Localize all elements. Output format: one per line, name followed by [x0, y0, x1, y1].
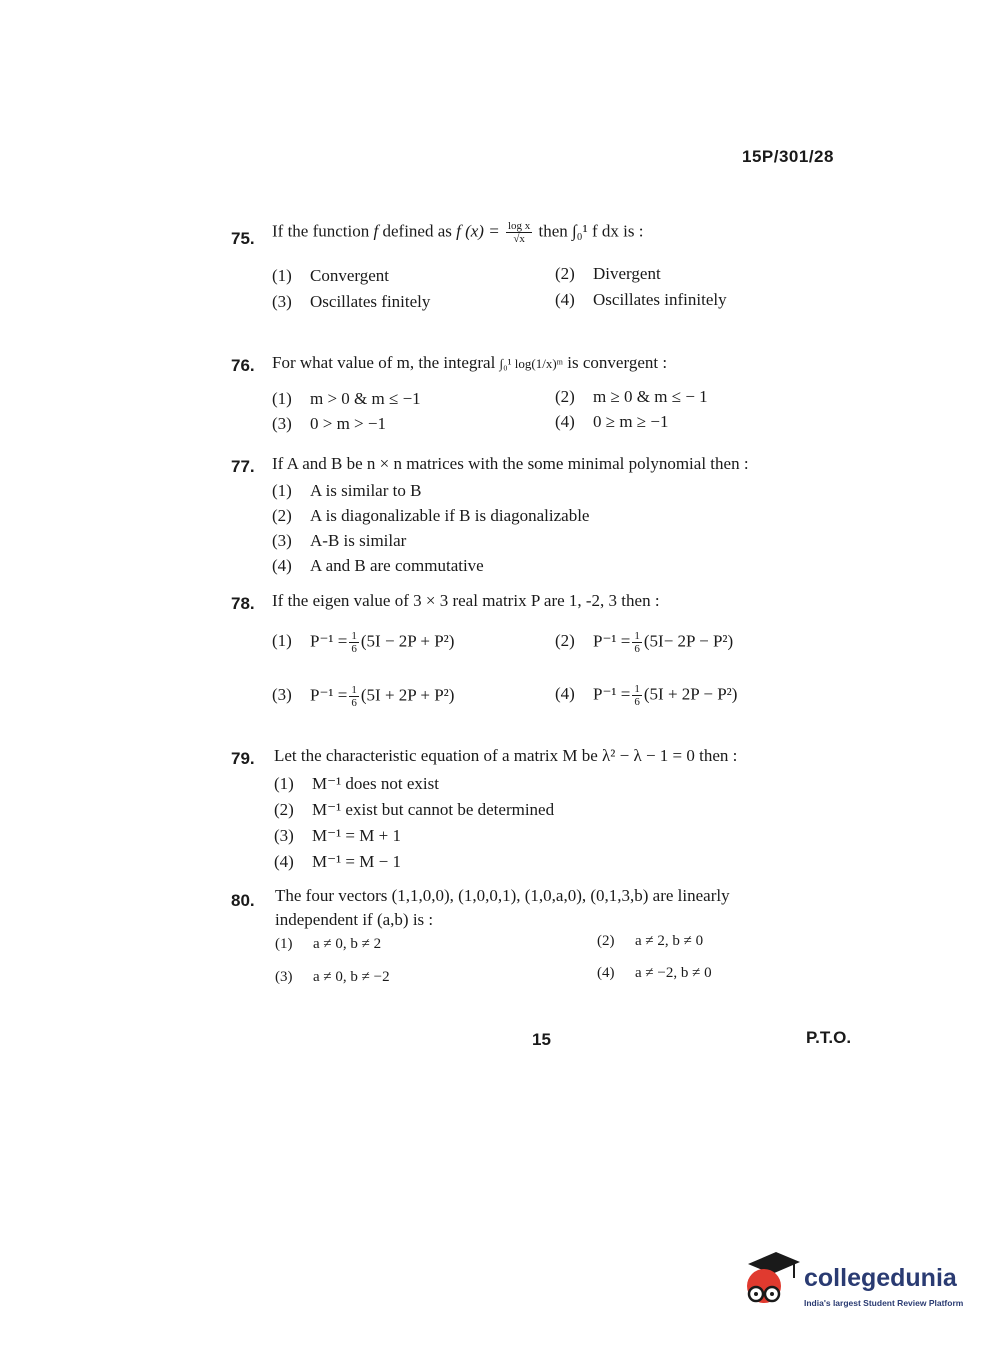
- fraction-numerator: 1: [351, 630, 357, 642]
- option-text: A is similar to B: [310, 481, 422, 500]
- option-text: a ≠ 0, b ≠ −2: [313, 969, 390, 985]
- option-text: Divergent: [593, 264, 661, 283]
- page-number: 15: [532, 1030, 551, 1049]
- option-text: Oscillates infinitely: [593, 290, 727, 309]
- option-number: (4): [274, 852, 294, 871]
- question-number: 79.: [231, 749, 255, 768]
- fraction: [349, 684, 359, 709]
- fraction-denominator: 6: [634, 643, 640, 655]
- fraction: [349, 630, 359, 655]
- option-2: [555, 387, 708, 407]
- fraction-numerator: 1: [351, 684, 357, 696]
- option-number: (2): [597, 933, 615, 949]
- option-1: [272, 630, 454, 655]
- option-4: [555, 683, 737, 708]
- option-number: (2): [272, 506, 292, 525]
- question-text: If A and B be n × n matrices with the some minimal polynomial then :: [272, 454, 749, 473]
- option-text: a ≠ −2, b ≠ 0: [635, 965, 712, 981]
- question-number: 80.: [231, 891, 255, 910]
- option-3: [272, 531, 406, 551]
- option-text: 0 > m > −1: [310, 414, 386, 433]
- option-number: (1): [275, 936, 293, 952]
- logo-wordmark: collegedunia: [804, 1264, 957, 1292]
- option-text: m ≥ 0 & m ≤ − 1: [593, 387, 708, 406]
- option-lhs: P⁻¹ =: [310, 631, 348, 651]
- option-number: (2): [274, 800, 294, 819]
- question-text-segment: defined as: [378, 221, 457, 241]
- option-3: [274, 826, 401, 846]
- option-lhs: P⁻¹ =: [593, 631, 631, 651]
- option-2: [555, 264, 661, 284]
- option-text: M⁻¹ does not exist: [312, 774, 439, 793]
- option-1: [272, 266, 389, 286]
- question-text: [272, 353, 667, 373]
- fraction-denominator: 6: [634, 696, 640, 708]
- question-number: 77.: [231, 457, 255, 476]
- option-number: (2): [555, 387, 575, 406]
- option-number: (1): [272, 481, 292, 500]
- option-4: [555, 412, 668, 432]
- question-text-segment: For what value of m, the integral: [272, 353, 500, 372]
- option-3: [272, 684, 454, 709]
- option-2: [274, 800, 554, 820]
- option-text: M⁻¹ = M + 1: [312, 826, 401, 845]
- option-text: A-B is similar: [310, 531, 407, 550]
- option-2: [272, 506, 589, 526]
- question-text-segment: is convergent :: [563, 353, 668, 372]
- option-1: [274, 774, 439, 794]
- question-number: 78.: [231, 594, 255, 613]
- option-text: Oscillates finitely: [310, 292, 431, 311]
- option-text: A and B are commutative: [310, 556, 484, 575]
- mascot-icon: [742, 1250, 802, 1314]
- fraction-numerator: log x: [507, 220, 531, 232]
- question-number: 76.: [231, 356, 255, 375]
- option-1: [272, 481, 421, 501]
- option-number: (4): [555, 684, 575, 704]
- fraction-numerator: 1: [634, 683, 640, 695]
- fraction-denominator: √x: [513, 233, 525, 245]
- option-text: 0 ≥ m ≥ −1: [593, 412, 669, 431]
- option-number: (3): [272, 531, 292, 550]
- integral-expression: ∫₀¹ log(1/x)ᵐ: [499, 356, 564, 371]
- pto-label: P.T.O.: [806, 1028, 852, 1047]
- fraction-denominator: 6: [351, 643, 357, 655]
- question-number: 75.: [231, 229, 255, 248]
- option-3: [272, 292, 430, 312]
- option-number: (3): [272, 414, 292, 433]
- option-4: [597, 965, 712, 982]
- option-4: [272, 556, 484, 576]
- collegedunia-logo: [742, 1250, 972, 1320]
- option-number: (3): [274, 826, 294, 845]
- fraction-numerator: 1: [634, 630, 640, 642]
- option-3: [275, 969, 390, 986]
- option-number: (3): [272, 685, 292, 705]
- fraction: [632, 630, 642, 655]
- option-text: Convergent: [310, 266, 390, 285]
- option-number: (3): [272, 292, 292, 311]
- question-text-line-1: The four vectors (1,1,0,0), (1,0,0,1), (1,0,a,0), (0,1,3,b) are linearly: [275, 886, 730, 905]
- paper-code: 15P/301/28: [742, 147, 834, 166]
- option-lhs: P⁻¹ =: [310, 685, 348, 705]
- option-number: (1): [272, 266, 292, 285]
- option-number: (1): [272, 631, 292, 651]
- question-text-line-2: independent if (a,b) is :: [275, 910, 434, 929]
- option-number: (4): [555, 290, 575, 309]
- question-text-segment: then ∫₀¹ f dx is :: [534, 221, 644, 241]
- question-text-segment: If the function: [272, 221, 374, 241]
- option-number: (4): [555, 412, 575, 431]
- option-text: m > 0 & m ≤ −1: [310, 389, 421, 408]
- option-number: (3): [275, 969, 293, 985]
- option-text: A is diagonalizable if B is diagonalizable: [310, 506, 590, 525]
- option-text: M⁻¹ exist but cannot be determined: [312, 800, 555, 819]
- option-1: [272, 389, 421, 409]
- option-text: a ≠ 0, b ≠ 2: [313, 936, 382, 952]
- option-number: (2): [555, 631, 575, 651]
- option-number: (2): [555, 264, 575, 283]
- option-number: (4): [597, 965, 615, 981]
- logo-tagline: India's largest Student Review Platform: [804, 1298, 964, 1308]
- option-3: [272, 414, 386, 434]
- option-2: [555, 630, 733, 655]
- option-number: (4): [272, 556, 292, 575]
- question-text: Let the characteristic equation of a matrix M be λ² − λ − 1 = 0 then :: [274, 746, 738, 765]
- option-rhs: (5I + 2P − P²): [643, 684, 738, 704]
- question-text: [272, 220, 643, 245]
- fraction-denominator: 6: [351, 697, 357, 709]
- question-text: If the eigen value of 3 × 3 real matrix P are 1, -2, 3 then :: [272, 591, 660, 610]
- option-rhs: (5I− 2P − P²): [643, 631, 734, 651]
- fraction: [506, 220, 532, 245]
- function-expression: f (x) =: [456, 221, 500, 241]
- option-2: [597, 933, 703, 950]
- option-rhs: (5I − 2P + P²): [360, 631, 455, 651]
- option-rhs: (5I + 2P + P²): [360, 685, 455, 705]
- option-text: M⁻¹ = M − 1: [312, 852, 401, 871]
- option-1: [275, 936, 381, 953]
- option-4: [555, 290, 727, 310]
- function-symbol: f: [373, 221, 379, 241]
- option-number: (1): [274, 774, 294, 793]
- option-lhs: P⁻¹ =: [593, 684, 631, 704]
- option-number: (1): [272, 389, 292, 408]
- option-text: a ≠ 2, b ≠ 0: [635, 933, 704, 949]
- fraction: [632, 683, 642, 708]
- option-4: [274, 852, 401, 872]
